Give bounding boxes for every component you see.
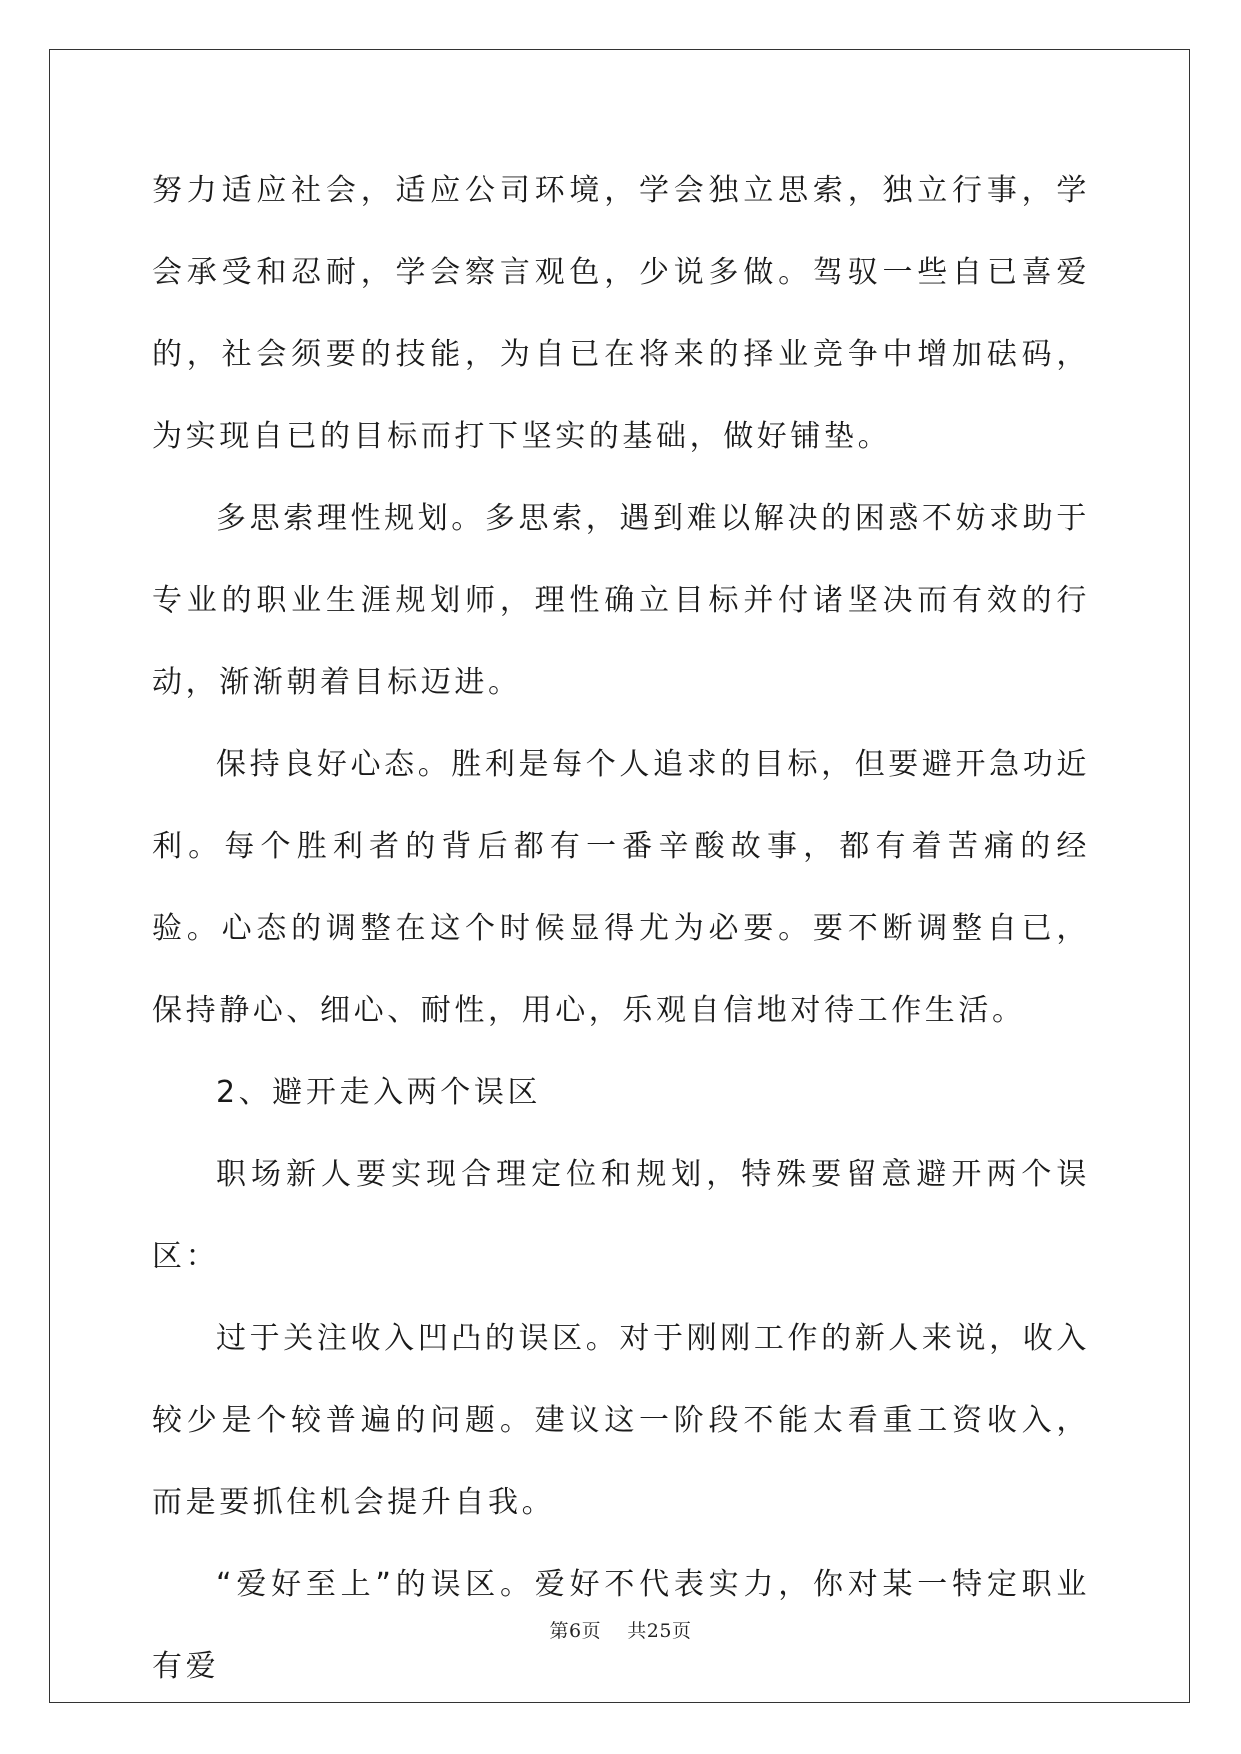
paragraph-6: “爱好至上”的误区。爱好不代表实力，你对某一特定职业有爱 [152,1567,1090,1684]
paragraph-5: 过于关注收入凹凸的误区。对于刚刚工作的新人来说，收入较少是个较普遍的问题。建议这一阶段不能太看重工资收入，而是要抓住机会提升自我。 [152,1321,1090,1520]
paragraph-3: 保持良好心态。胜利是每个人追求的目标，但要避开急功近利。每个胜利者的背后都有一番辛酸故事，都有着苦痛的经验。心态的调整在这个时候显得尤为必要。要不断调整自已，保持静心、细心、耐性，用心，乐观自信地对待工作生活。 [152,747,1090,1028]
page-number: 第6页 [549,1620,602,1642]
paragraph-1: 努力适应社会，适应公司环境，学会独立思索，独立行事，学会承受和忍耐，学会察言观色，少说多做。驾驭一些自已喜爱的，社会须要的技能，为自已在将来的择业竞争中增加砝码，为实现自已的目标而打下坚实的基础，做好铺垫。 [152,173,1090,454]
document-body [152,150,1090,1708]
paragraph-2: 多思索理性规划。多思索，遇到难以解决的困惑不妨求助于专业的职业生涯规划师，理性确立目标并付诸坚决而有效的行动，渐渐朝着目标迈进。 [152,501,1090,700]
section-heading: 2、避开走入两个误区 [216,1075,542,1110]
page-total: 共25页 [627,1620,692,1642]
page-footer [0,1616,1241,1643]
paragraph-4: 职场新人要实现合理定位和规划，特殊要留意避开两个误区： [152,1157,1090,1274]
